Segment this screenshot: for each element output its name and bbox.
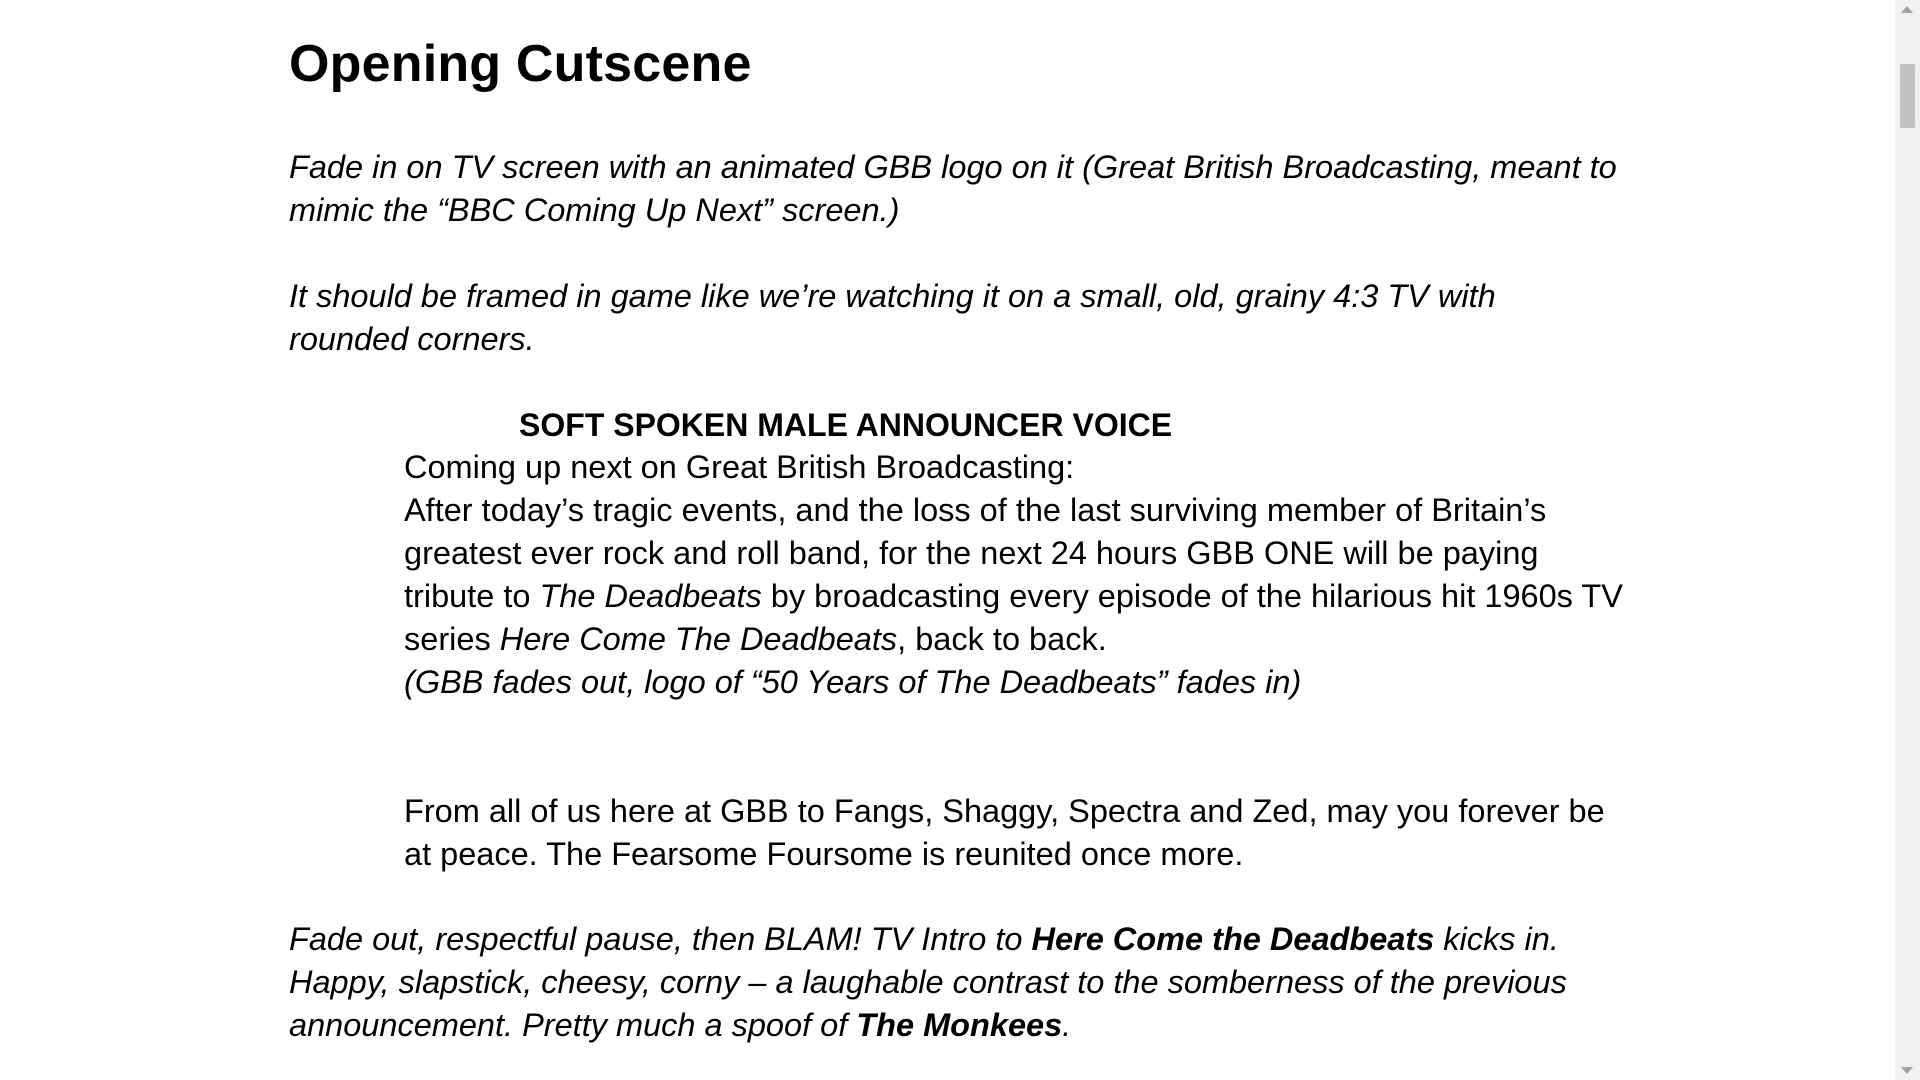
dialogue-text: , back to back. <box>897 621 1107 657</box>
dialogue-text: After today’s tragic events, and the loss of the last surviving member of Britain’s greatest ever rock and roll band, for the next 24 hours GBB ONE will be paying tribute to <box>404 492 1547 614</box>
chevron-down-icon[interactable] <box>1901 1067 1913 1074</box>
show-title: The Deadbeats <box>539 578 762 614</box>
direction-text: . <box>1062 1007 1072 1043</box>
dialogue-line-1: Coming up next on Great British Broadcasting: <box>404 449 1075 485</box>
direction-text: kicks in. Happy, slapstick, cheesy, corny – a laughable contrast to the somberness of the previous announcement. Pretty much a spoof of <box>289 921 1567 1043</box>
monkees-title-bold: The Monkees <box>856 1007 1063 1043</box>
dialogue-text: by broadcasting every episode of the hilarious hit 1960s TV series <box>404 578 1623 657</box>
dialogue-direction: (GBB fades out, logo of “50 Years of The Deadbeats” fades in) <box>404 664 1302 700</box>
dialogue-line-3: From all of us here at GBB to Fangs, Shaggy, Spectra and Zed, may you forever be at peace. The Fearsome Foursome is reunited once more. <box>404 793 1605 872</box>
direction-paragraph-2: It should be framed in game like we’re watching it on a small, old, grainy 4:3 TV with rounded corners. <box>289 278 1496 357</box>
direction-text: Fade out, respectful pause, then BLAM! TV Intro to <box>289 921 1032 957</box>
vertical-scrollbar[interactable] <box>1895 0 1920 1080</box>
section-heading: Opening Cutscene <box>289 35 752 93</box>
direction-paragraph-1: Fade in on TV screen with an animated GBB logo on it (Great British Broadcasting, meant to mimic the “BBC Coming Up Next” screen.) <box>289 149 1617 228</box>
series-title: Here Come The Deadbeats <box>499 621 898 657</box>
speaker-name: SOFT SPOKEN MALE ANNOUNCER VOICE <box>519 407 1173 443</box>
scrollbar-thumb[interactable] <box>1900 64 1915 128</box>
series-title-bold: Here Come the Deadbeats <box>1031 921 1435 957</box>
chevron-up-icon[interactable] <box>1901 6 1913 13</box>
dialogue-line-2 <box>404 489 1634 661</box>
direction-paragraph-3 <box>289 918 1619 1047</box>
